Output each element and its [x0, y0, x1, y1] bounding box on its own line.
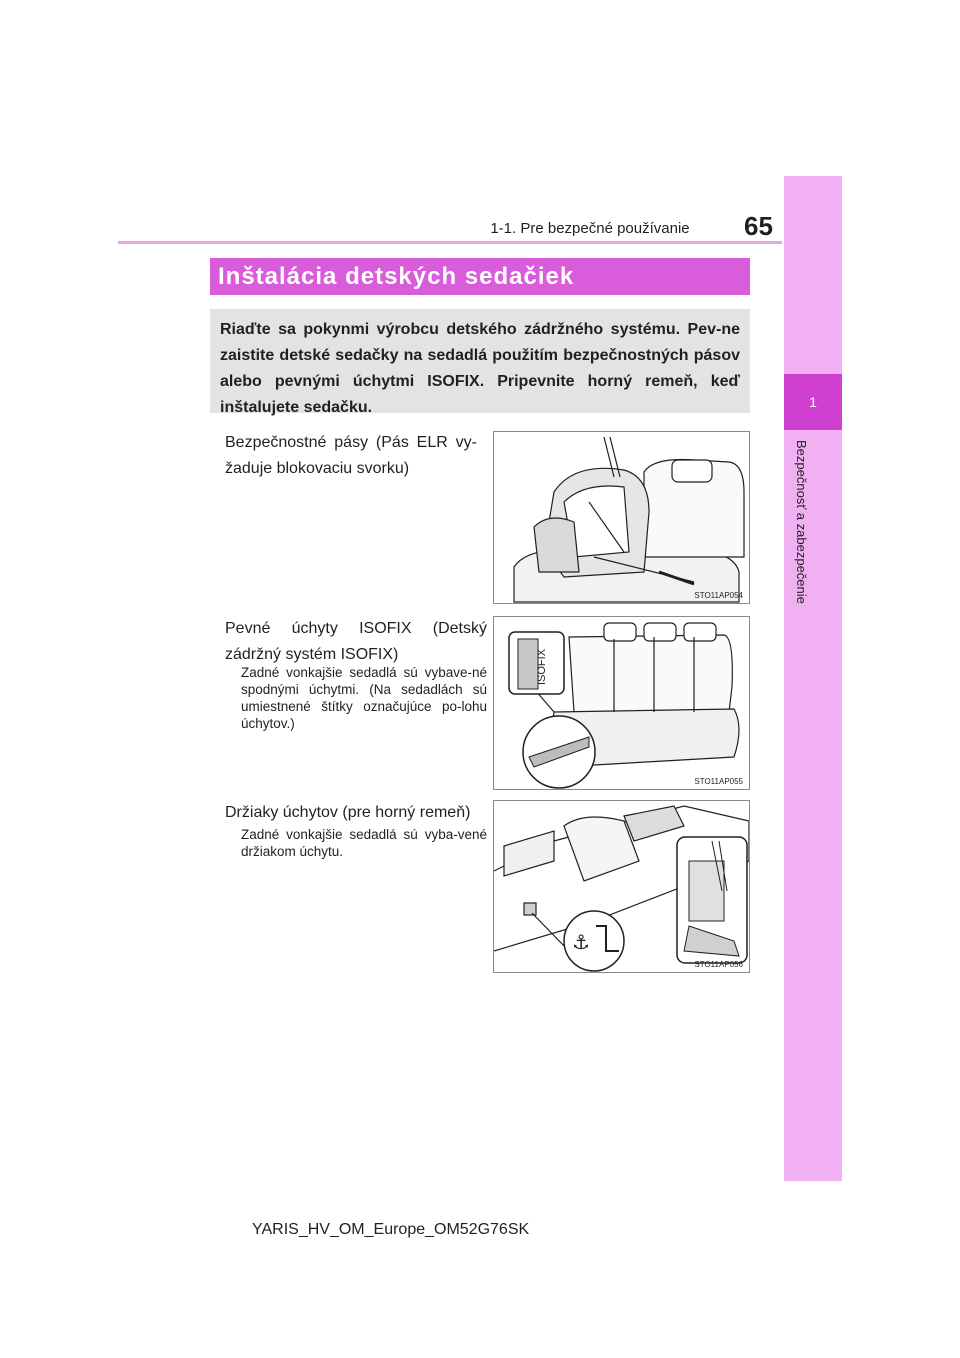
figure-code: STO11AP055 [694, 777, 743, 786]
figure-tether-anchors [493, 800, 750, 973]
figure-seat-belt-child-seat [493, 431, 750, 604]
section-title: Inštalácia detských sedačiek [210, 258, 750, 295]
item-tether-text: Držiaky úchytov (pre horný remeň) [225, 804, 471, 821]
figure-isofix-anchors [493, 616, 750, 790]
document-footer: YARIS_HV_OM_Europe_OM52G76SK [252, 1221, 530, 1238]
tether-anchor-illustration [494, 801, 750, 973]
item-tether-subtext: Zadné vonkajšie sedadlá sú vyba-vené držiakom úchytu. [241, 827, 487, 859]
isofix-seat-illustration [494, 617, 750, 790]
chapter-title-vertical [794, 440, 823, 640]
item-seat-belts-text: Bezpečnostné pásy (Pás ELR vy-žaduje blokovaciu svorku) [225, 434, 477, 477]
isofix-label: ISOFIX [536, 648, 548, 686]
running-header-section: 1-1. Pre bezpečné používanie [490, 220, 690, 237]
item-isofix-text: Pevné úchyty ISOFIX (Detský zádržný systém ISOFIX) [225, 620, 487, 663]
figure-code: STO11AP056 [694, 960, 743, 969]
child-seat-illustration [494, 432, 750, 604]
chapter-title: Bezpečnosť a zabezpečenie [794, 440, 809, 604]
intro-box: Riaďte sa pokynmi výrobcu detského zádržného systému. Pev-ne zaistite detské sedačky na sedadlá použitím bezpečnostných pásov alebo pevnými úchytmi ISOFIX. Pripevnite horný remeň, keď inštalujete sedačku. [210, 309, 750, 413]
page-number: 65 [744, 211, 773, 241]
header-rule [118, 241, 782, 244]
chapter-number: 1 [784, 374, 842, 430]
svg-text:⚓: ⚓ [572, 930, 590, 954]
chapter-side-tab [784, 176, 842, 1181]
item-isofix-subtext: Zadné vonkajšie sedadlá sú vybave-né spodnými úchytmi. (Na sedadlách sú umiestnené štítky označujúce po-lohu úchytov.) [241, 665, 487, 731]
figure-code: STO11AP054 [694, 591, 743, 600]
